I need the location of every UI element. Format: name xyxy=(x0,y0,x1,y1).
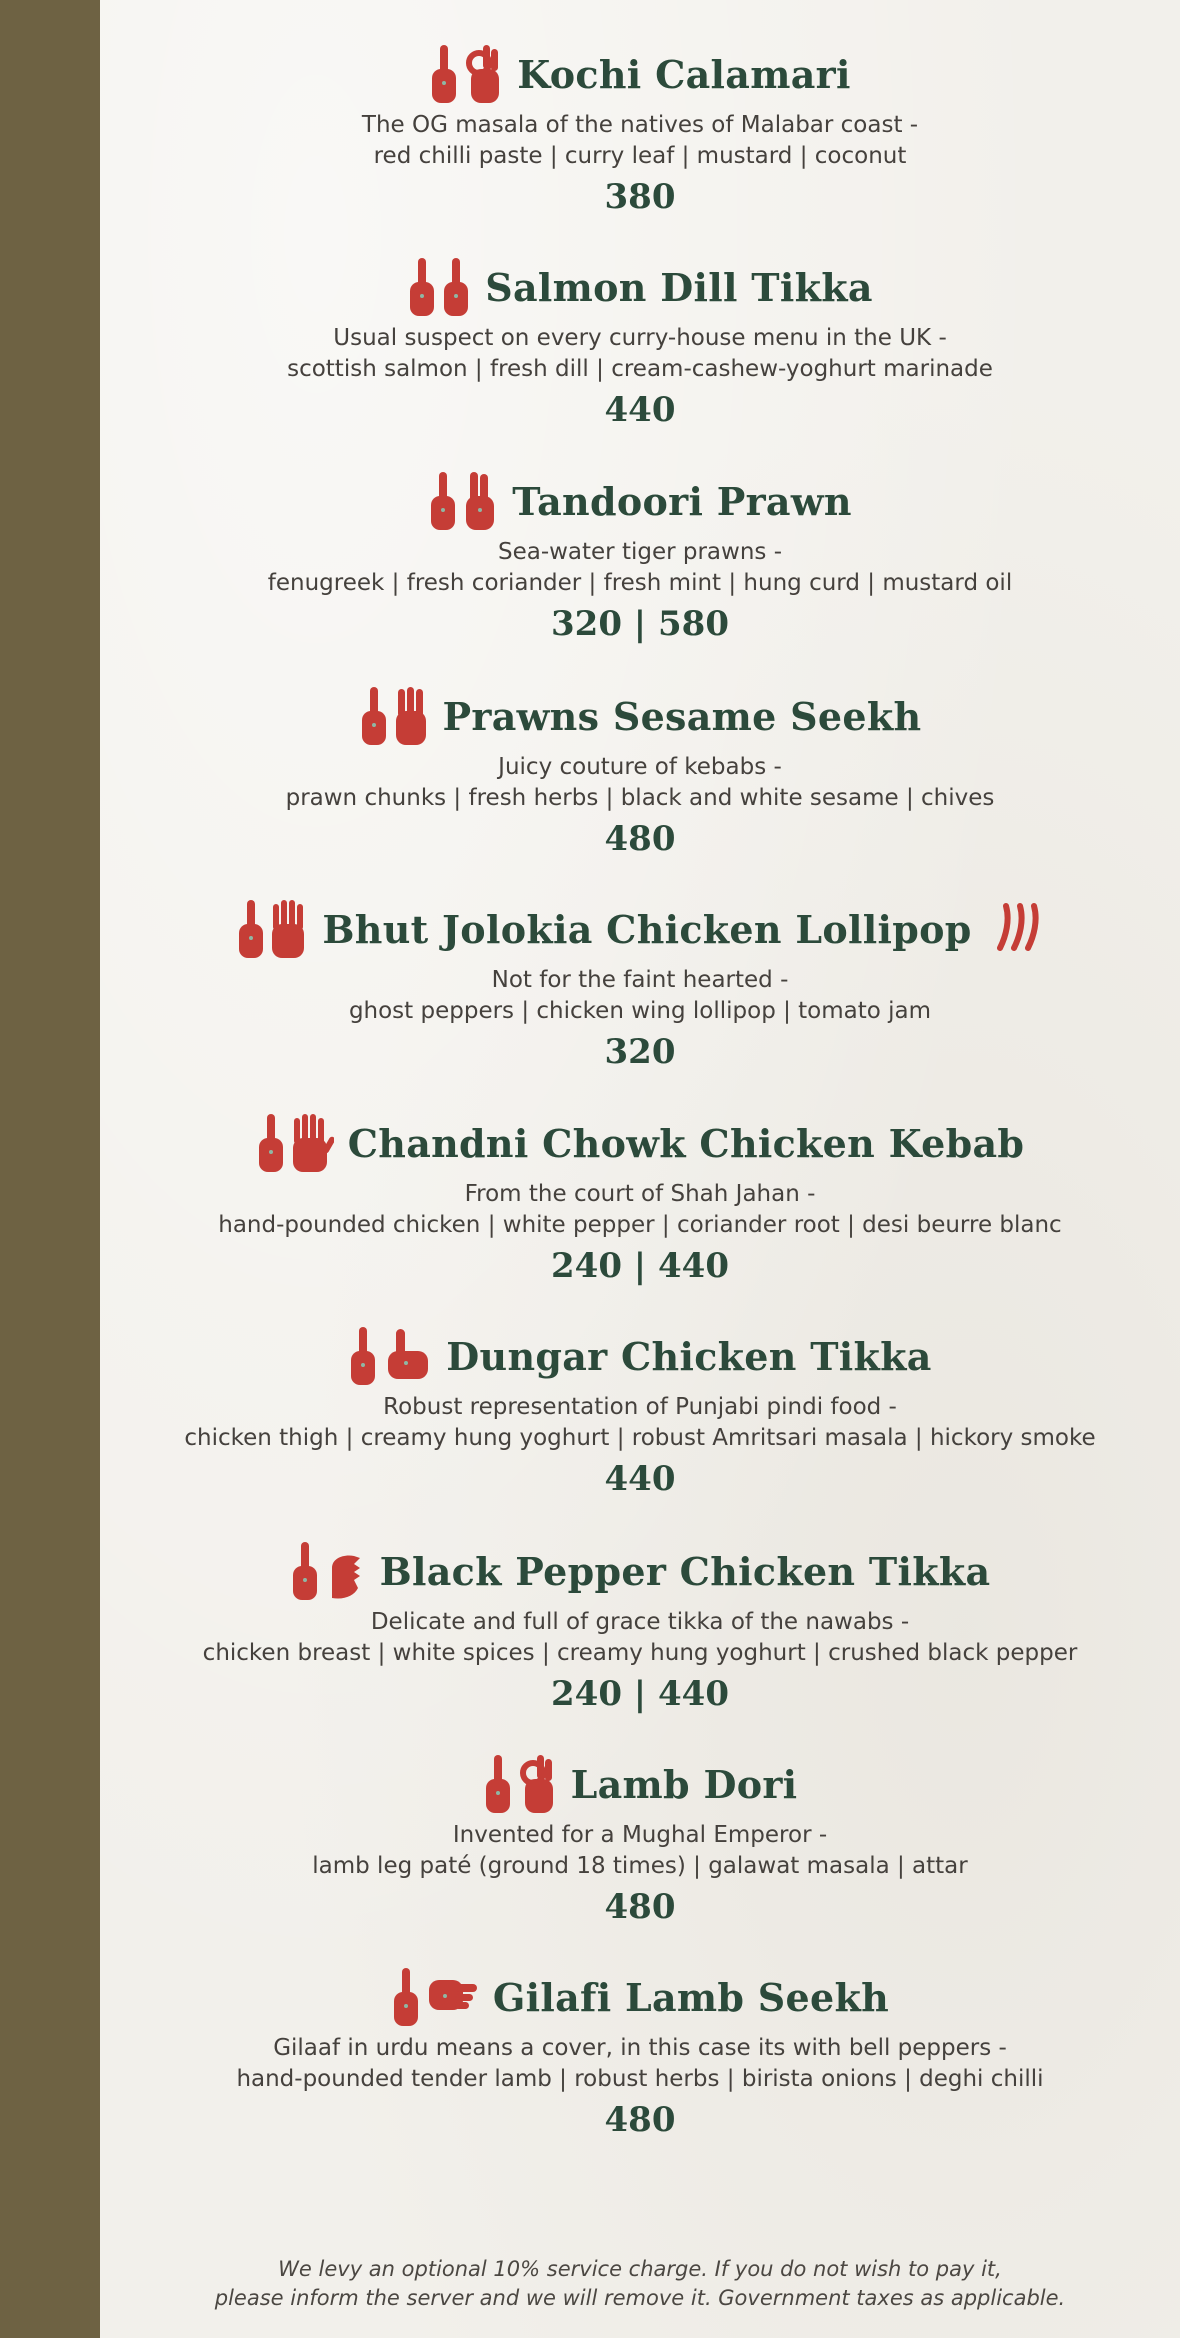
dish-price: 320 | 580 xyxy=(551,604,729,644)
dish-ingredients: ghost peppers | chicken wing lollipop | tomato jam xyxy=(348,998,932,1024)
dish-ingredients: chicken thigh | creamy hung yoghurt | robust Amritsari masala | hickory smoke xyxy=(184,1425,1096,1451)
menu-item xyxy=(100,1748,1180,1928)
dish-price: 240 | 440 xyxy=(551,1246,729,1286)
dish-name: Tandoori Prawn xyxy=(512,478,852,524)
hand-one-icon xyxy=(256,1112,286,1174)
hand-ok-icon xyxy=(463,43,503,105)
side-band xyxy=(0,0,100,2338)
menu-list xyxy=(100,0,1180,2338)
dish-ingredients: chicken breast | white spices | creamy hung yoghurt | crushed black pepper xyxy=(202,1640,1078,1666)
dish-price: 440 xyxy=(604,390,676,430)
dish-price: 480 xyxy=(604,2100,676,2140)
dish-name: Gilafi Lamb Seekh xyxy=(492,1974,890,2020)
dish-description: Not for the faint hearted - xyxy=(491,967,789,993)
hand-five-icon xyxy=(290,1112,334,1174)
menu-item xyxy=(100,251,1180,431)
dish-description: Sea-water tiger prawns - xyxy=(497,539,783,565)
hand-one-icon xyxy=(441,256,471,318)
dish-name: Prawns Sesame Seekh xyxy=(442,693,922,739)
dish-ingredients: red chilli paste | curry leaf | mustard | coconut xyxy=(373,143,907,169)
dish-description: Delicate and full of grace tikka of the nawabs - xyxy=(370,1609,910,1635)
dish-price: 480 xyxy=(604,819,676,859)
dish-name: Lamb Dori xyxy=(570,1761,798,1807)
menu-item xyxy=(100,893,1180,1073)
dish-price: 380 xyxy=(604,177,676,217)
hand-thumb-icon xyxy=(382,1325,432,1387)
dish-price: 320 xyxy=(604,1032,676,1072)
menu-item xyxy=(100,1961,1180,2141)
chilli-peppers-icon xyxy=(996,902,1044,956)
dish-price: 440 xyxy=(604,1459,676,1499)
dish-description: Invented for a Mughal Emperor - xyxy=(452,1822,828,1848)
dish-ingredients: scottish salmon | fresh dill | cream-cashew-yoghurt marinade xyxy=(287,356,993,382)
dish-name: Black Pepper Chicken Tikka xyxy=(379,1548,991,1594)
hand-one-icon xyxy=(348,1325,378,1387)
hand-one-icon xyxy=(428,470,458,532)
hand-one-icon xyxy=(407,256,437,318)
dish-ingredients: hand-pounded tender lamb | robust herbs | birista onions | deghi chilli xyxy=(236,2066,1044,2092)
footer-line-1: We levy an optional 10% service charge. If you do not wish to pay it, xyxy=(278,2257,1002,2281)
dish-price: 240 | 440 xyxy=(551,1674,729,1714)
dish-name: Dungar Chicken Tikka xyxy=(446,1333,932,1379)
menu-item xyxy=(100,680,1180,860)
menu-item xyxy=(100,38,1180,218)
hand-one-icon xyxy=(236,898,266,960)
dish-name: Salmon Dill Tikka xyxy=(485,264,873,310)
dish-description: Usual suspect on every curry-house menu in the UK - xyxy=(333,325,947,351)
dish-name: Kochi Calamari xyxy=(517,51,851,97)
menu-item xyxy=(100,1320,1180,1500)
hand-one-icon xyxy=(483,1753,513,1815)
hand-two-icon xyxy=(462,470,498,532)
menu-item xyxy=(100,1107,1180,1287)
hand-ok-icon xyxy=(517,1753,557,1815)
service-charge-note xyxy=(100,2255,1180,2313)
dish-description: Gilaaf in urdu means a cover, in this case its with bell peppers - xyxy=(273,2035,1007,2061)
hand-three-icon xyxy=(393,685,429,747)
dish-name: Bhut Jolokia Chicken Lollipop xyxy=(322,906,972,952)
hand-one-icon xyxy=(359,685,389,747)
menu-item xyxy=(100,465,1180,645)
dish-description: From the court of Shah Jahan - xyxy=(464,1181,816,1207)
dish-ingredients: prawn chunks | fresh herbs | black and white sesame | chives xyxy=(285,785,995,811)
menu-item xyxy=(100,1535,1180,1715)
dish-ingredients: hand-pounded chicken | white pepper | coriander root | desi beurre blanc xyxy=(218,1212,1062,1238)
dish-ingredients: lamb leg paté (ground 18 times) | galawat masala | attar xyxy=(312,1853,968,1879)
hand-point-icon xyxy=(425,1966,479,2028)
hand-one-icon xyxy=(429,43,459,105)
dish-description: Robust representation of Punjabi pindi food - xyxy=(383,1394,897,1420)
dish-ingredients: fenugreek | fresh coriander | fresh mint | hung curd | mustard oil xyxy=(267,570,1013,596)
dish-name: Chandni Chowk Chicken Kebab xyxy=(347,1120,1025,1166)
dish-description: The OG masala of the natives of Malabar coast - xyxy=(361,112,919,138)
hand-cup-icon xyxy=(324,1540,366,1602)
dish-description: Juicy couture of kebabs - xyxy=(498,754,782,780)
hand-four-icon xyxy=(270,898,308,960)
footer-line-2: please inform the server and we will remove it. Government taxes as applicable. xyxy=(214,2286,1066,2310)
hand-one-icon xyxy=(391,1966,421,2028)
dish-price: 480 xyxy=(604,1887,676,1927)
hand-one-icon xyxy=(290,1540,320,1602)
